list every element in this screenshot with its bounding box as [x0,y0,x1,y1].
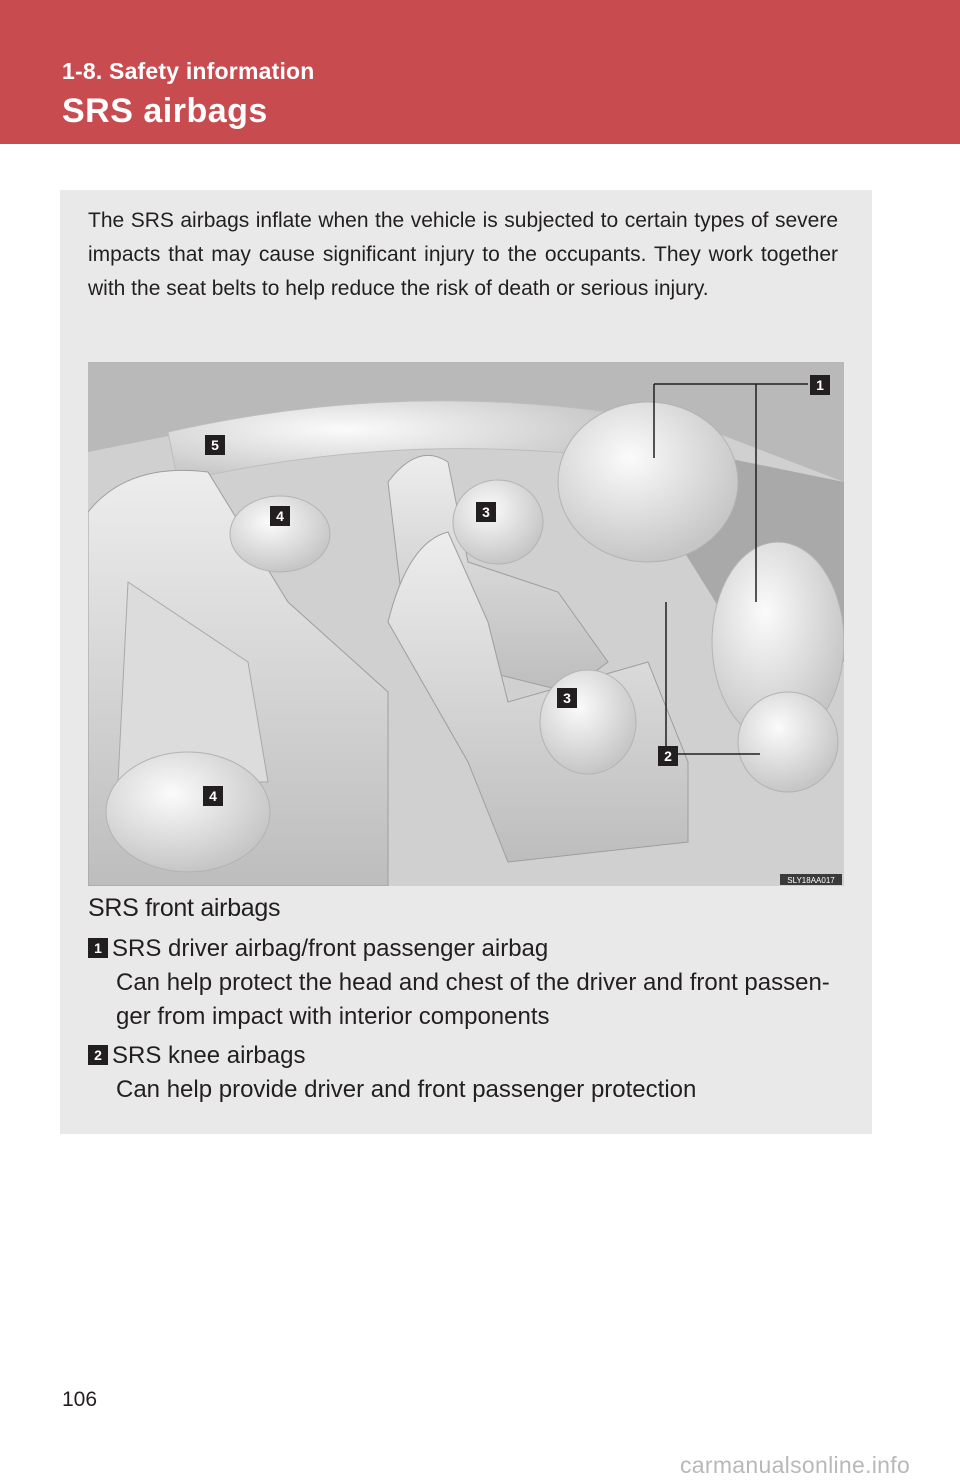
page-header [0,0,960,144]
intro-paragraph: The SRS airbags inflate when the vehicle is subjected to certain types of severe impacts that may cause significant injury to the occupants. They work together with the seat belts to help reduce the risk of death or serious injury. [88,209,838,300]
item-description: Can help protect the head and chest of the driver and front passen-ger from impact with interior components [116,969,830,1030]
callout-badge-5 [205,435,225,455]
car-interior-drawing [88,362,844,886]
content-box [60,190,872,1134]
number-badge: 2 [88,1045,108,1065]
item-title: SRS knee airbags [112,1042,306,1069]
callout-badge-1 [810,375,830,395]
rear-side-airbag-lower [106,752,270,872]
svg-text:3: 3 [482,504,490,520]
front-side-airbag-lower [540,670,636,774]
svg-text:4: 4 [209,788,217,804]
callout-badge-3-upper [476,502,496,522]
svg-text:3: 3 [563,690,571,706]
knee-airbag [738,692,838,792]
list-item [88,932,848,1034]
page-number: 106 [62,1388,98,1411]
callout-badge-2 [658,746,678,766]
number-badge: 1 [88,938,108,958]
item-description: Can help provide driver and front passenger protection [116,1076,697,1103]
callout-badge-4-lower [203,786,223,806]
callout-badge-3-lower [557,688,577,708]
section-label: 1-8. Safety information [62,58,315,84]
callout-badge-4-upper [270,506,290,526]
front-side-airbag-upper [453,480,543,564]
airbag-illustration [88,362,844,886]
svg-text:5: 5 [211,437,219,453]
page-title: SRS airbags [62,92,268,130]
item-title: SRS driver airbag/front passenger airbag [112,935,549,962]
watermark: carmanualsonline.info [680,1452,911,1478]
svg-text:2: 2 [664,748,672,764]
front-passenger-airbag [558,402,738,562]
figure-code: SLY18AA017 [787,876,835,885]
svg-text:1: 1 [816,377,824,393]
svg-text:4: 4 [276,508,284,524]
section-heading: SRS front airbags [88,894,281,922]
list-item [88,1039,848,1107]
